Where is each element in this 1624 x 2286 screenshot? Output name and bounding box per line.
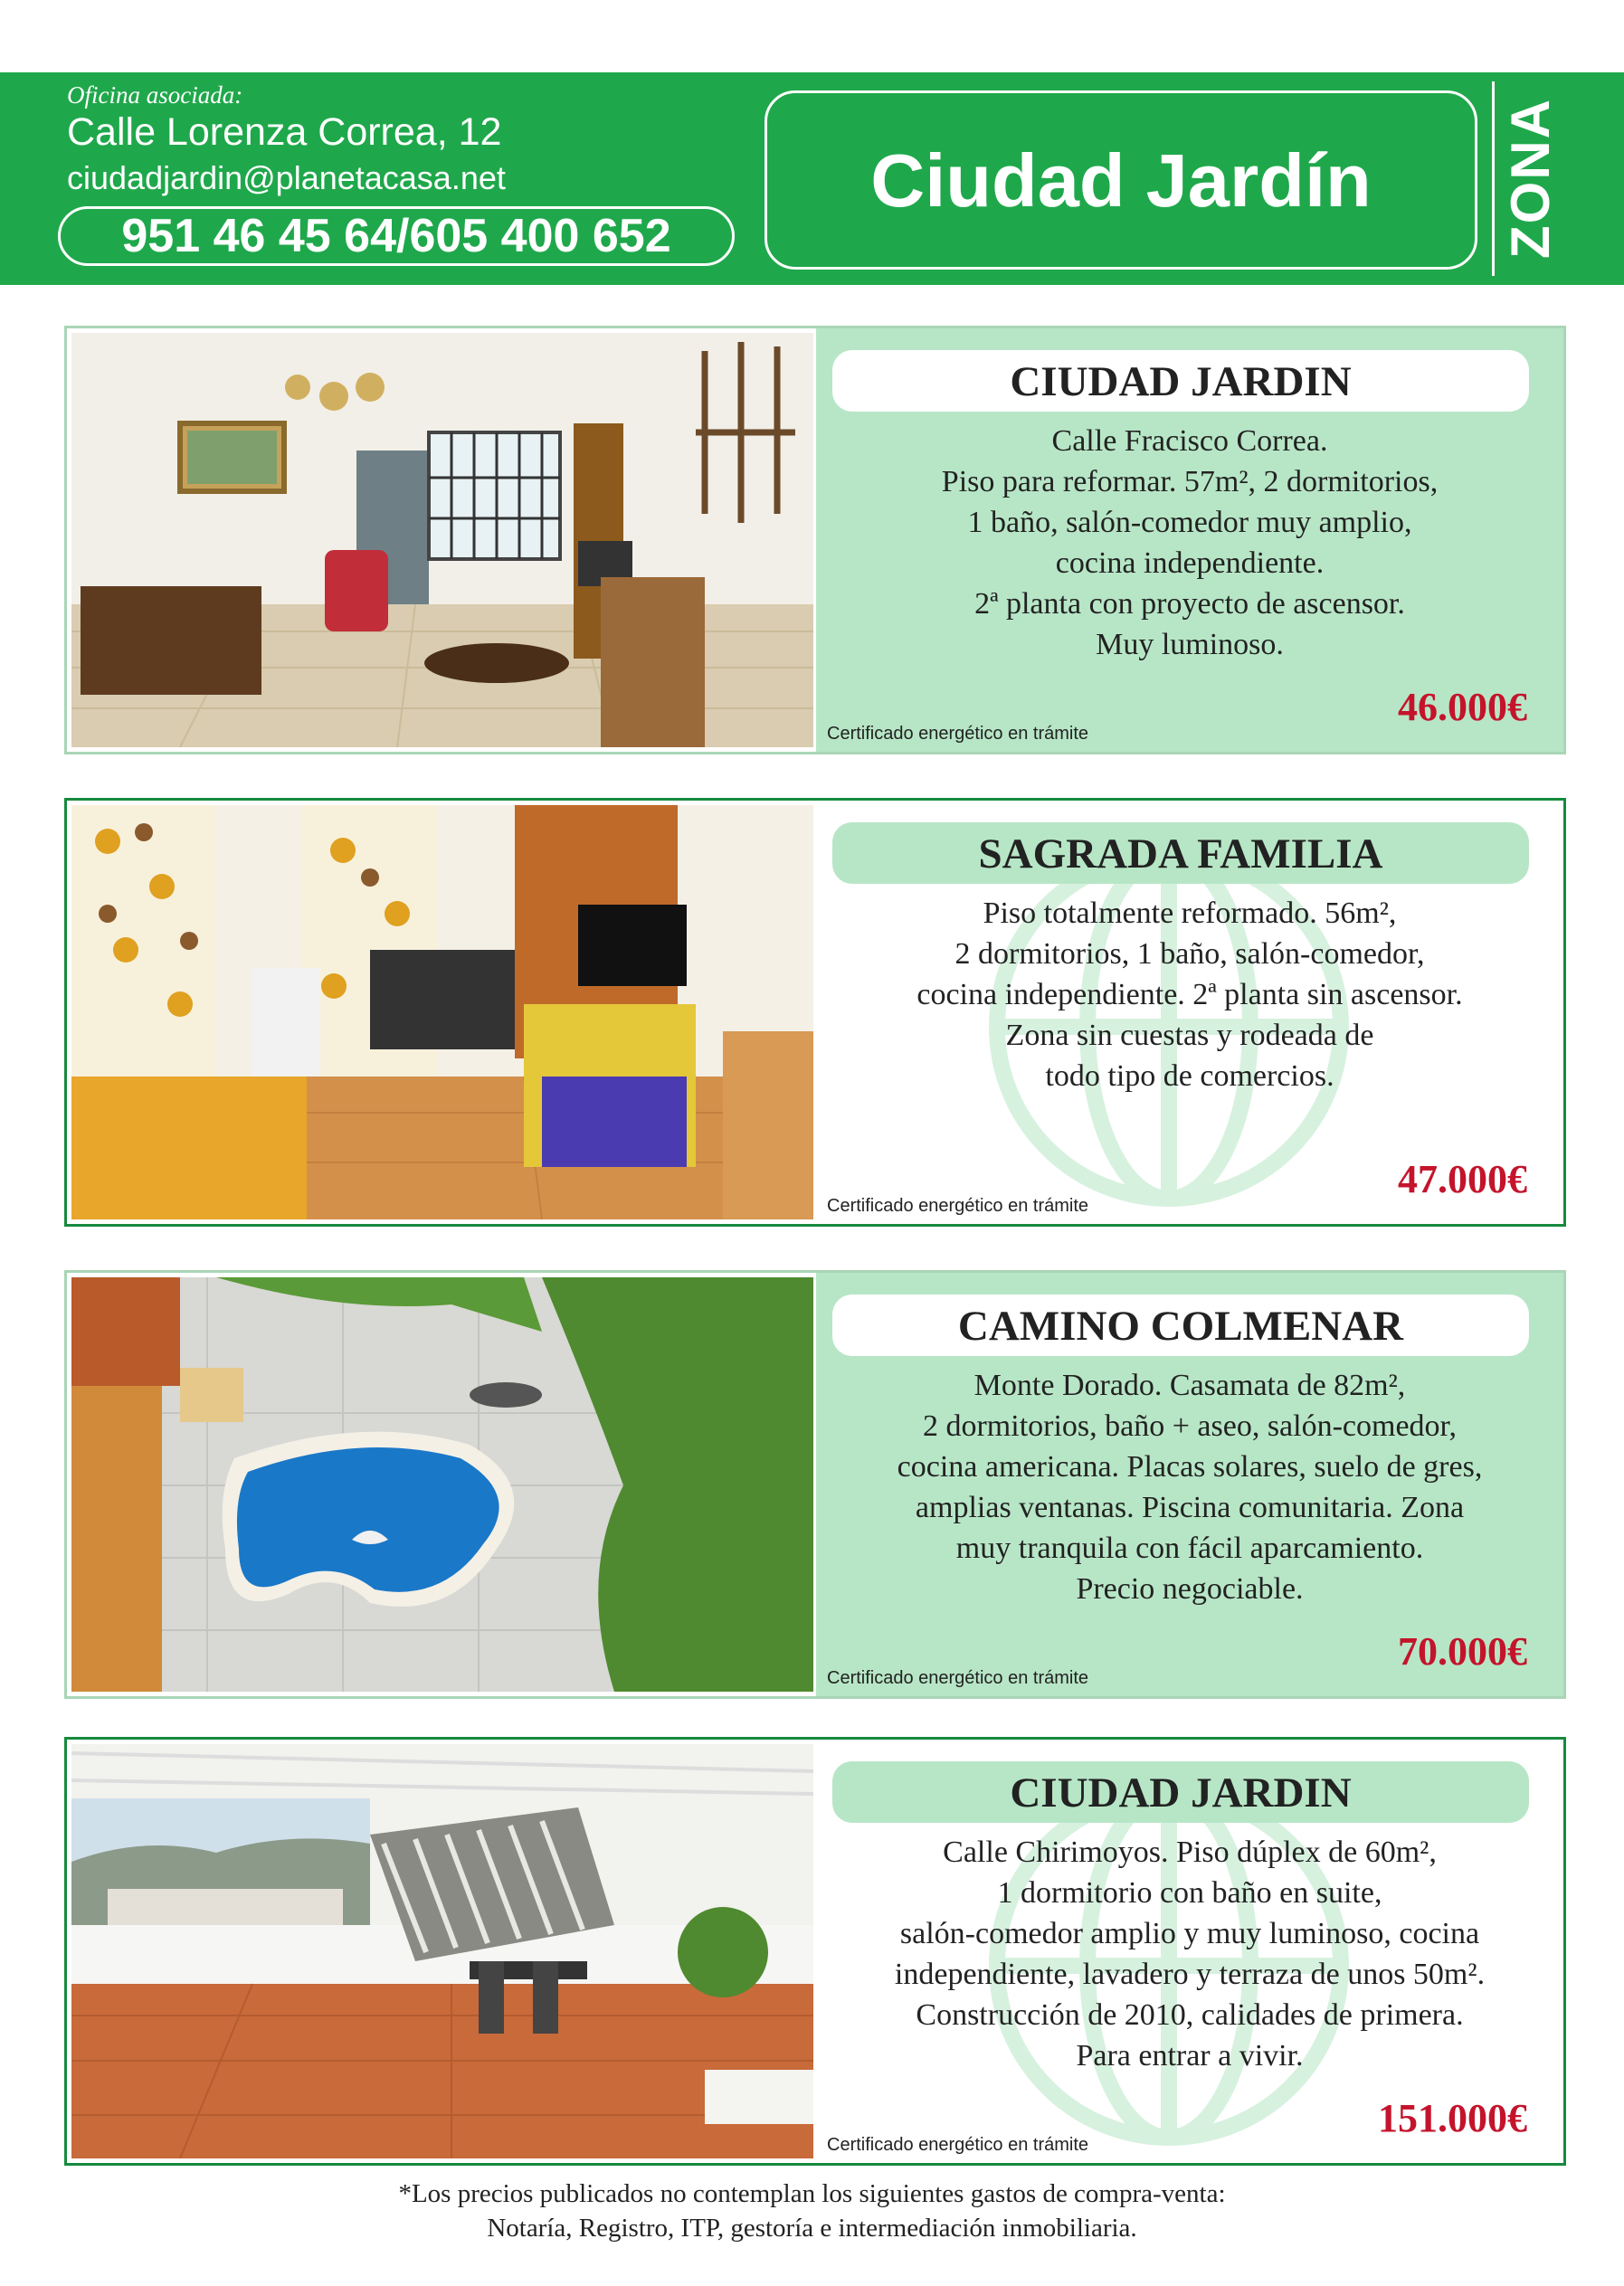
zone-title: Ciudad Jardín — [870, 138, 1372, 223]
office-phone[interactable]: 951 46 45 64/605 400 652 — [58, 206, 735, 266]
listing-info-4 — [816, 1740, 1563, 2163]
listing-description: Calle Fracisco Correa. Piso para reformar. 57m², 2 dormitorios, 1 baño, salón-comedor muy amplio, cocina independiente. 2ª planta con proyecto de ascensor. Muy luminoso. — [941, 424, 1439, 661]
listing-card-2[interactable] — [64, 798, 1566, 1227]
listing-info-3 — [816, 1273, 1563, 1696]
listing-price: 46.000€ — [1398, 685, 1527, 729]
divider — [1492, 81, 1495, 276]
energy-certificate-note: Certificado energético en trámite — [827, 724, 1089, 744]
office-address: Calle Lorenza Correa, 12 — [67, 110, 502, 154]
zona-label: ZONA — [1500, 98, 1561, 260]
listing-card-1[interactable] — [64, 326, 1566, 754]
listing-description: Piso totalmente reformado. 56m², 2 dormitorios, 1 baño, salón-comedor, cocina independiente. 2ª planta sin ascensor. Zona sin cuestas y rodeada de todo tipo de comercios. — [916, 896, 1463, 1093]
header-banner — [0, 72, 1624, 285]
listing-info-1 — [816, 328, 1563, 752]
listing-title[interactable]: CAMINO COLMENAR — [832, 1295, 1529, 1356]
listing-price: 70.000€ — [1398, 1629, 1527, 1674]
terrace-photo — [71, 1744, 813, 2158]
listing-info-2 — [816, 801, 1563, 1224]
energy-certificate-note: Certificado energético en trámite — [827, 1196, 1089, 1216]
listing-description: Monte Dorado. Casamata de 82m², 2 dormitorios, baño + aseo, salón-comedor, cocina americana. Placas solares, suelo de gres, amplias ventanas. Piscina comunitaria. Zona muy tranquila con fácil aparcamiento. Precio negociable. — [897, 1369, 1483, 1606]
living-room-photo — [71, 805, 813, 1219]
price-disclaimer — [0, 2177, 1624, 2245]
disclaimer-line-1: *Los precios publicados no contemplan los siguientes gastos de compra-venta: — [398, 2179, 1226, 2208]
office-label: Oficina asociada: — [67, 81, 243, 109]
listing-card-4[interactable] — [64, 1737, 1566, 2166]
energy-certificate-note: Certificado energético en trámite — [827, 1668, 1089, 1688]
disclaimer-line-2: Notaría, Registro, ITP, gestoría e intermediación inmobiliaria. — [487, 2214, 1137, 2243]
pool-photo — [71, 1277, 813, 1692]
listing-description: Calle Chirimoyos. Piso dúplex de 60m², 1 dormitorio con baño en suite, salón-comedor amplio y muy luminoso, cocina independiente, lavadero y terraza de unos 50m². Construcción de 2010, calidades de primera. Para entrar a vivir. — [894, 1835, 1486, 2073]
zone-title-box — [765, 90, 1477, 270]
listing-price: 47.000€ — [1398, 1157, 1527, 1201]
listing-title[interactable]: CIUDAD JARDIN — [832, 1761, 1529, 1823]
listing-title[interactable]: SAGRADA FAMILIA — [832, 822, 1529, 884]
listing-price: 151.000€ — [1378, 2096, 1527, 2140]
office-email[interactable]: ciudadjardin@planetacasa.net — [67, 159, 506, 196]
listing-card-3[interactable] — [64, 1270, 1566, 1699]
living-room-photo — [71, 333, 813, 747]
energy-certificate-note: Certificado energético en trámite — [827, 2135, 1089, 2155]
listing-title[interactable]: CIUDAD JARDIN — [832, 350, 1529, 412]
